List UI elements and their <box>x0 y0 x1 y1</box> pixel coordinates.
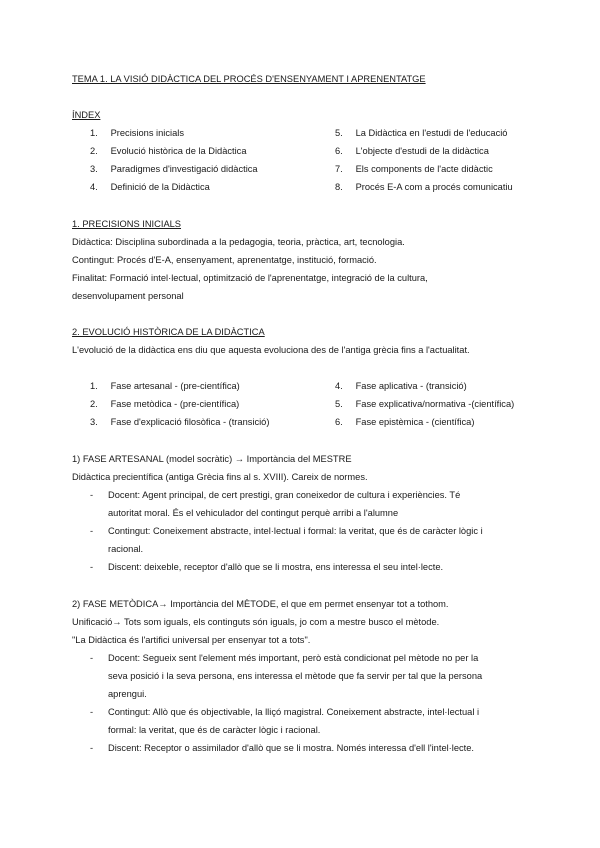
bullet-dash: - <box>90 653 94 663</box>
index-item: 6. L'objecte d'estudi de la didàctica <box>335 146 489 156</box>
phase-2-subtitle: Unificació→ Tots som iguals, els continguts són iguals, jo com a mestre busco el mètode. <box>72 617 440 627</box>
index-item: 4. Definició de la Didàctica <box>90 182 210 192</box>
bullet-line: Discent: deixeble, receptor d'allò que se li mostra, ens interessa el seu intel·lecte. <box>108 562 444 572</box>
index-item: 3. Paradigmes d'investigació didàctica <box>90 164 258 174</box>
bullet-line: aprengui. <box>108 689 147 699</box>
phase-item: 2. Fase metòdica - (pre-científica) <box>90 399 240 409</box>
paragraph-line: Finalitat: Formació intel·lectual, optimització de l'aprenentatge, integració de la cultura, <box>72 273 428 283</box>
bullet-dash: - <box>90 526 94 536</box>
document-title: TEMA 1. LA VISIÓ DIDÀCTICA DEL PROCÉS D'ENSENYAMENT I APRENENTATGE <box>72 74 426 84</box>
bullet-dash: - <box>90 743 94 753</box>
bullet-dash: - <box>90 707 94 717</box>
bullet-dash: - <box>90 562 94 572</box>
bullet-line: racional. <box>108 544 144 554</box>
bullet-line: Docent: Agent principal, de cert prestigi, gran coneixedor de cultura i experiències. Té <box>108 490 461 500</box>
paragraph-line: Contingut: Procés d'E-A, ensenyament, aprenentatge, institució, formació. <box>72 255 377 265</box>
bullet-line: formal: la veritat, que és de caràcter lògic i racional. <box>108 725 321 735</box>
phase-2-quote: "La Didàctica és l'artifici universal per ensenyar tot a tots". <box>72 635 311 645</box>
phase-item: 3. Fase d'explicació filosòfica - (transició) <box>90 417 270 427</box>
bullet-line: Discent: Receptor o assimilador d'allò que se li mostra. Només interessa d'ell l'intel·lecte. <box>108 743 474 753</box>
section-2-intro: L'evolució de la didàctica ens diu que aquesta evoluciona des de l'antiga grècia fins a l'actualitat. <box>72 345 470 355</box>
section-1-heading: 1. PRECISIONS INICIALS <box>72 219 182 229</box>
index-item: 5. La Didàctica en l'estudi de l'educació <box>335 128 508 138</box>
phase-item: 1. Fase artesanal - (pre-científica) <box>90 381 240 391</box>
bullet-line: Contingut: Allò que és objectivable, la lliçó magistral. Coneixement abstracte, intel·lectual i <box>108 707 480 717</box>
bullet-line: seva posició i la seva persona, ens interessa el mètode que fa servir per tal que la persona <box>108 671 483 681</box>
phase-item: 5. Fase explicativa/normativa -(científica) <box>335 399 515 409</box>
bullet-dash: - <box>90 490 94 500</box>
bullet-line: Contingut: Coneixement abstracte, intel·lectual i formal: la veritat, que és de caràcter lògic i <box>108 526 483 536</box>
phase-2-heading: 2) FASE METÒDICA→ Importància del MÈTODE, el que em permet ensenyar tot a tothom. <box>72 599 449 609</box>
paragraph-line: Didàctica: Disciplina subordinada a la pedagogia, teoria, pràctica, art, tecnologia. <box>72 237 405 247</box>
bullet-line: Docent: Segueix sent l'element més important, però està condicionat pel mètode no per la <box>108 653 479 663</box>
index-item: 7. Els components de l'acte didàctic <box>335 164 493 174</box>
index-item: 2. Evolució històrica de la Didàctica <box>90 146 247 156</box>
index-heading: ÍNDEX <box>72 110 101 120</box>
paragraph-line: desenvolupament personal <box>72 291 184 301</box>
phase-1-subtitle: Didàctica precientífica (antiga Grècia fins al s. XVIII). Careix de normes. <box>72 472 368 482</box>
index-item: 8. Procés E-A com a procés comunicatiu <box>335 182 513 192</box>
phase-1-heading: 1) FASE ARTESANAL (model socràtic) → Importància del MESTRE <box>72 454 352 464</box>
phase-item: 4. Fase aplicativa - (transició) <box>335 381 467 391</box>
index-item: 1. Precisions inicials <box>90 128 184 138</box>
phase-item: 6. Fase epistèmica - (científica) <box>335 417 475 427</box>
bullet-line: autoritat moral. És el vehiculador del contingut perquè arribi a l'alumne <box>108 508 399 518</box>
section-2-heading: 2. EVOLUCIÓ HISTÒRICA DE LA DIDÀCTICA <box>72 327 265 337</box>
